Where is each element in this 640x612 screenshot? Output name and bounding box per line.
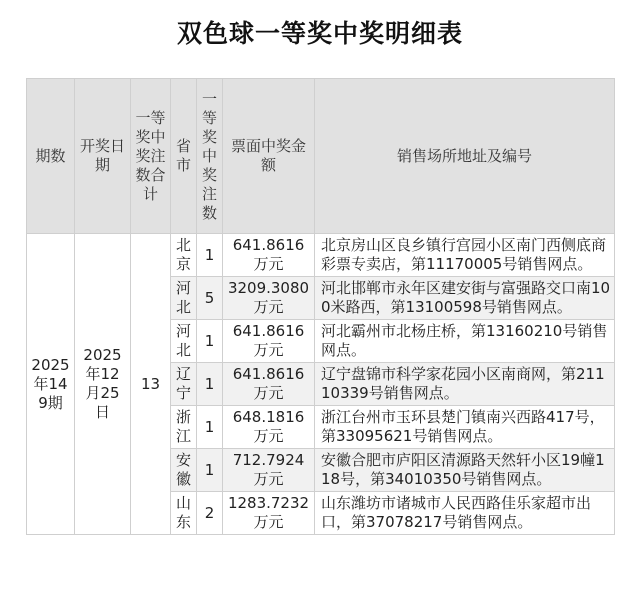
period-cell: 2025年149期 [27, 234, 75, 535]
province-cell: 河北 [171, 320, 197, 363]
winners-cell: 1 [197, 363, 223, 406]
winners-cell: 5 [197, 277, 223, 320]
province-cell: 山东 [171, 492, 197, 535]
amount-cell: 1283.7232万元 [223, 492, 315, 535]
amount-cell: 648.1816万元 [223, 406, 315, 449]
province-cell: 辽宁 [171, 363, 197, 406]
amount-cell: 3209.3080万元 [223, 277, 315, 320]
amount-cell: 641.8616万元 [223, 320, 315, 363]
amount-cell: 641.8616万元 [223, 234, 315, 277]
address-cell: 山东潍坊市诸城市人民西路佳乐家超市出口，第37078217号销售网点。 [315, 492, 615, 535]
header-draw-date: 开奖日期 [75, 79, 131, 234]
table-header-row [27, 79, 615, 234]
page-title: 双色球一等奖中奖明细表 [176, 19, 463, 48]
address-cell: 安徽合肥市庐阳区清源路天然轩小区19幢118号，第34010350号销售网点。 [315, 449, 615, 492]
address-cell: 河北霸州市北杨庄桥，第13160210号销售网点。 [315, 320, 615, 363]
winners-cell: 1 [197, 449, 223, 492]
header-province: 省市 [171, 79, 197, 234]
address-cell: 浙江台州市玉环县楚门镇南兴西路417号，第33095621号销售网点。 [315, 406, 615, 449]
address-cell: 辽宁盘锦市科学家花园小区南商网，第21110339号销售网点。 [315, 363, 615, 406]
draw-date-cell: 2025年12月25日 [75, 234, 131, 535]
province-cell: 河北 [171, 277, 197, 320]
province-cell: 北京 [171, 234, 197, 277]
address-cell: 河北邯郸市永年区建安街与富强路交口南100米路西，第13100598号销售网点。 [315, 277, 615, 320]
header-winners: 一等奖中奖注数 [197, 79, 223, 234]
winners-cell: 1 [197, 234, 223, 277]
province-cell: 安徽 [171, 449, 197, 492]
header-total-winners: 一等奖中奖注数合计 [131, 79, 171, 234]
amount-cell: 712.7924万元 [223, 449, 315, 492]
address-cell: 北京房山区良乡镇行宫园小区南门西侧底商彩票专卖店，第11170005号销售网点。 [315, 234, 615, 277]
table-row [27, 234, 615, 277]
winners-cell: 2 [197, 492, 223, 535]
winners-table [26, 78, 615, 535]
winners-cell: 1 [197, 406, 223, 449]
total-winners-cell: 13 [131, 234, 171, 535]
header-period: 期数 [27, 79, 75, 234]
province-cell: 浙江 [171, 406, 197, 449]
amount-cell: 641.8616万元 [223, 363, 315, 406]
header-amount: 票面中奖金额 [223, 79, 315, 234]
header-address: 销售场所地址及编号 [315, 79, 615, 234]
winners-cell: 1 [197, 320, 223, 363]
